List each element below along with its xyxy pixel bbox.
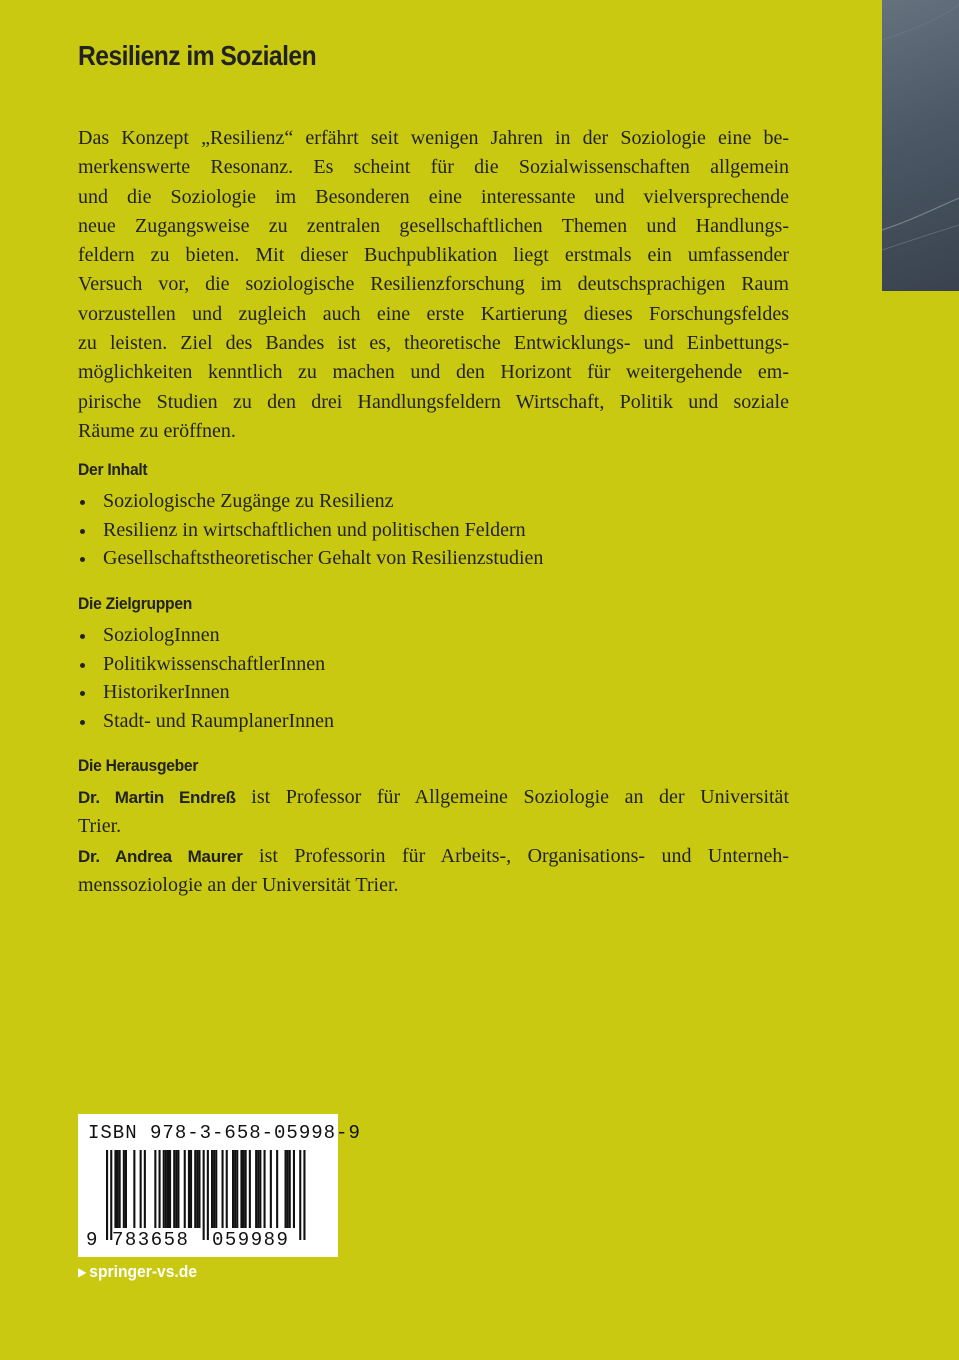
contents-heading: Der Inhalt [78, 460, 148, 479]
barcode-bar [255, 1150, 257, 1228]
barcode-bar [211, 1150, 213, 1228]
description-line: zu leisten. Ziel des Bandes ist es, theoretische Entwicklungs- und Einbettungs- [78, 332, 789, 355]
ean-right-digits: 059989 [212, 1229, 290, 1251]
barcode-bar [133, 1150, 135, 1228]
barcode-bar [243, 1150, 245, 1228]
contents-item: Resilienz in wirtschaftlichen und politischen Feldern [78, 516, 543, 545]
barcode-bar [188, 1150, 190, 1228]
barcode-bar [119, 1150, 121, 1228]
audience-heading: Die Zielgruppen [78, 594, 193, 613]
barcode-bar [175, 1150, 177, 1228]
barcode-bar [203, 1150, 205, 1240]
isbn-barcode [78, 1114, 361, 1257]
barcode-bar [303, 1150, 305, 1240]
contents-item: Gesellschaftstheoretischer Gehalt von Resilienzstudien [78, 544, 543, 573]
barcode-bar [293, 1150, 295, 1228]
barcode-bar [165, 1150, 167, 1228]
editors-heading: Die Herausgeber [78, 756, 199, 775]
editor-1-line [78, 783, 789, 812]
ean-first-digit: 9 [86, 1229, 99, 1251]
barcode-bar [222, 1150, 224, 1228]
description-line: Das Konzept „Resilienz“ erfährt seit wenigen Jahren in der Soziologie eine be- [78, 127, 789, 149]
barcode-bar [144, 1150, 146, 1228]
audience-item: SoziologInnen [78, 621, 334, 650]
barcode-bar [125, 1150, 127, 1228]
book-title: Resilienz im Sozialen [78, 40, 317, 71]
publisher-link[interactable] [78, 1262, 197, 1282]
barcode-bar [285, 1150, 287, 1228]
barcode-bar [177, 1150, 179, 1228]
barcode-bar [114, 1150, 116, 1228]
barcode-bar [240, 1150, 242, 1228]
description-line: und die Soziologie im Besonderen eine interessante und vielversprechende [78, 185, 789, 208]
audience-item: PolitikwissenschaftlerInnen [78, 650, 334, 679]
contents-list [78, 487, 543, 573]
editor-1-text: ist Professor für Allgemeine Soziologie an der Universität [235, 786, 789, 808]
corner-curves [882, 0, 959, 291]
audience-item: Stadt- und RaumplanerInnen [78, 707, 334, 736]
barcode-bar [299, 1150, 301, 1240]
barcode-bar [169, 1150, 171, 1228]
barcode-bar [264, 1150, 266, 1228]
isbn-label: ISBN 978-3-658-05998-9 [88, 1122, 361, 1144]
barcode-bar [184, 1150, 186, 1228]
barcode-bar [207, 1150, 209, 1240]
description-line: vorzustellen und zugleich auch eine erste Kartierung dieses Forschungsfeldes [78, 302, 789, 325]
barcode-bar [289, 1150, 291, 1228]
barcode-bar [196, 1150, 198, 1228]
barcode-bar [159, 1150, 161, 1228]
description-line: möglichkeiten kenntlich zu machen und den Horizont für weitergehende em- [78, 361, 789, 384]
audience-list [78, 621, 334, 735]
description-line: feldern zu bieten. Mit dieser Buchpublikation liegt erstmals ein umfassender [78, 244, 789, 267]
editor-1-name: Dr. Martin Endreß [78, 788, 236, 807]
barcode-bar [117, 1150, 119, 1228]
barcode-bar [249, 1150, 251, 1228]
description-line: Versuch vor, die soziologische Resilienzforschung im deutschsprachigen Raum [78, 273, 789, 296]
publisher-url: springer-vs.de [89, 1262, 198, 1281]
ean-left-digits: 783658 [112, 1229, 190, 1251]
description-paragraph [78, 124, 789, 446]
audience-item: HistorikerInnen [78, 678, 334, 707]
description-line: merkenswerte Resonanz. Es scheint für die Sozialwissenschaften allgemein [78, 156, 789, 179]
barcode-bar [213, 1150, 215, 1228]
barcode-bar [198, 1150, 200, 1228]
editors-section [78, 783, 789, 900]
description-line: neue Zugangsweise zu zentralen gesellschaftlichen Themen und Handlungs- [78, 214, 789, 237]
barcode-bar [287, 1150, 289, 1228]
barcode-bar [194, 1150, 196, 1228]
contents-item: Soziologische Zugänge zu Resilienz [78, 487, 543, 516]
barcode-bar [110, 1150, 112, 1240]
barcode-bar [259, 1150, 261, 1228]
arrow-right-icon: ▶ [78, 1265, 87, 1279]
editor-1-line-2: Trier. [78, 815, 122, 838]
barcode-bar [123, 1150, 125, 1228]
barcode-bar [190, 1150, 192, 1228]
barcode-bar [226, 1150, 228, 1228]
barcode-bar [234, 1150, 236, 1228]
cover-corner-graphic [882, 0, 959, 291]
editor-2-name: Dr. Andrea Maurer [78, 846, 243, 866]
barcode-bar [245, 1150, 247, 1228]
barcode-bar [154, 1150, 156, 1228]
editor-2-line-2: menssoziologie an der Universität Trier. [78, 873, 399, 896]
editor-2-text: ist Professorin für Arbeits-, Organisations- und Unterneh- [242, 844, 789, 867]
barcode-bar [236, 1150, 238, 1228]
barcode-bar [140, 1150, 142, 1228]
barcode-bar [232, 1150, 234, 1228]
editor-2-line [78, 842, 789, 871]
description-line: Räume zu eröffnen. [78, 419, 236, 442]
description-line: pirische Studien zu den drei Handlungsfeldern Wirtschaft, Politik und soziale [78, 390, 789, 413]
barcode-bar [276, 1150, 278, 1228]
barcode-bar [257, 1150, 259, 1228]
barcode-bar [215, 1150, 217, 1228]
barcode-bar [167, 1150, 169, 1228]
barcode-bar [106, 1150, 108, 1240]
barcode-bar [163, 1150, 165, 1228]
barcode-bar [173, 1150, 175, 1228]
barcode-bar [270, 1150, 272, 1228]
